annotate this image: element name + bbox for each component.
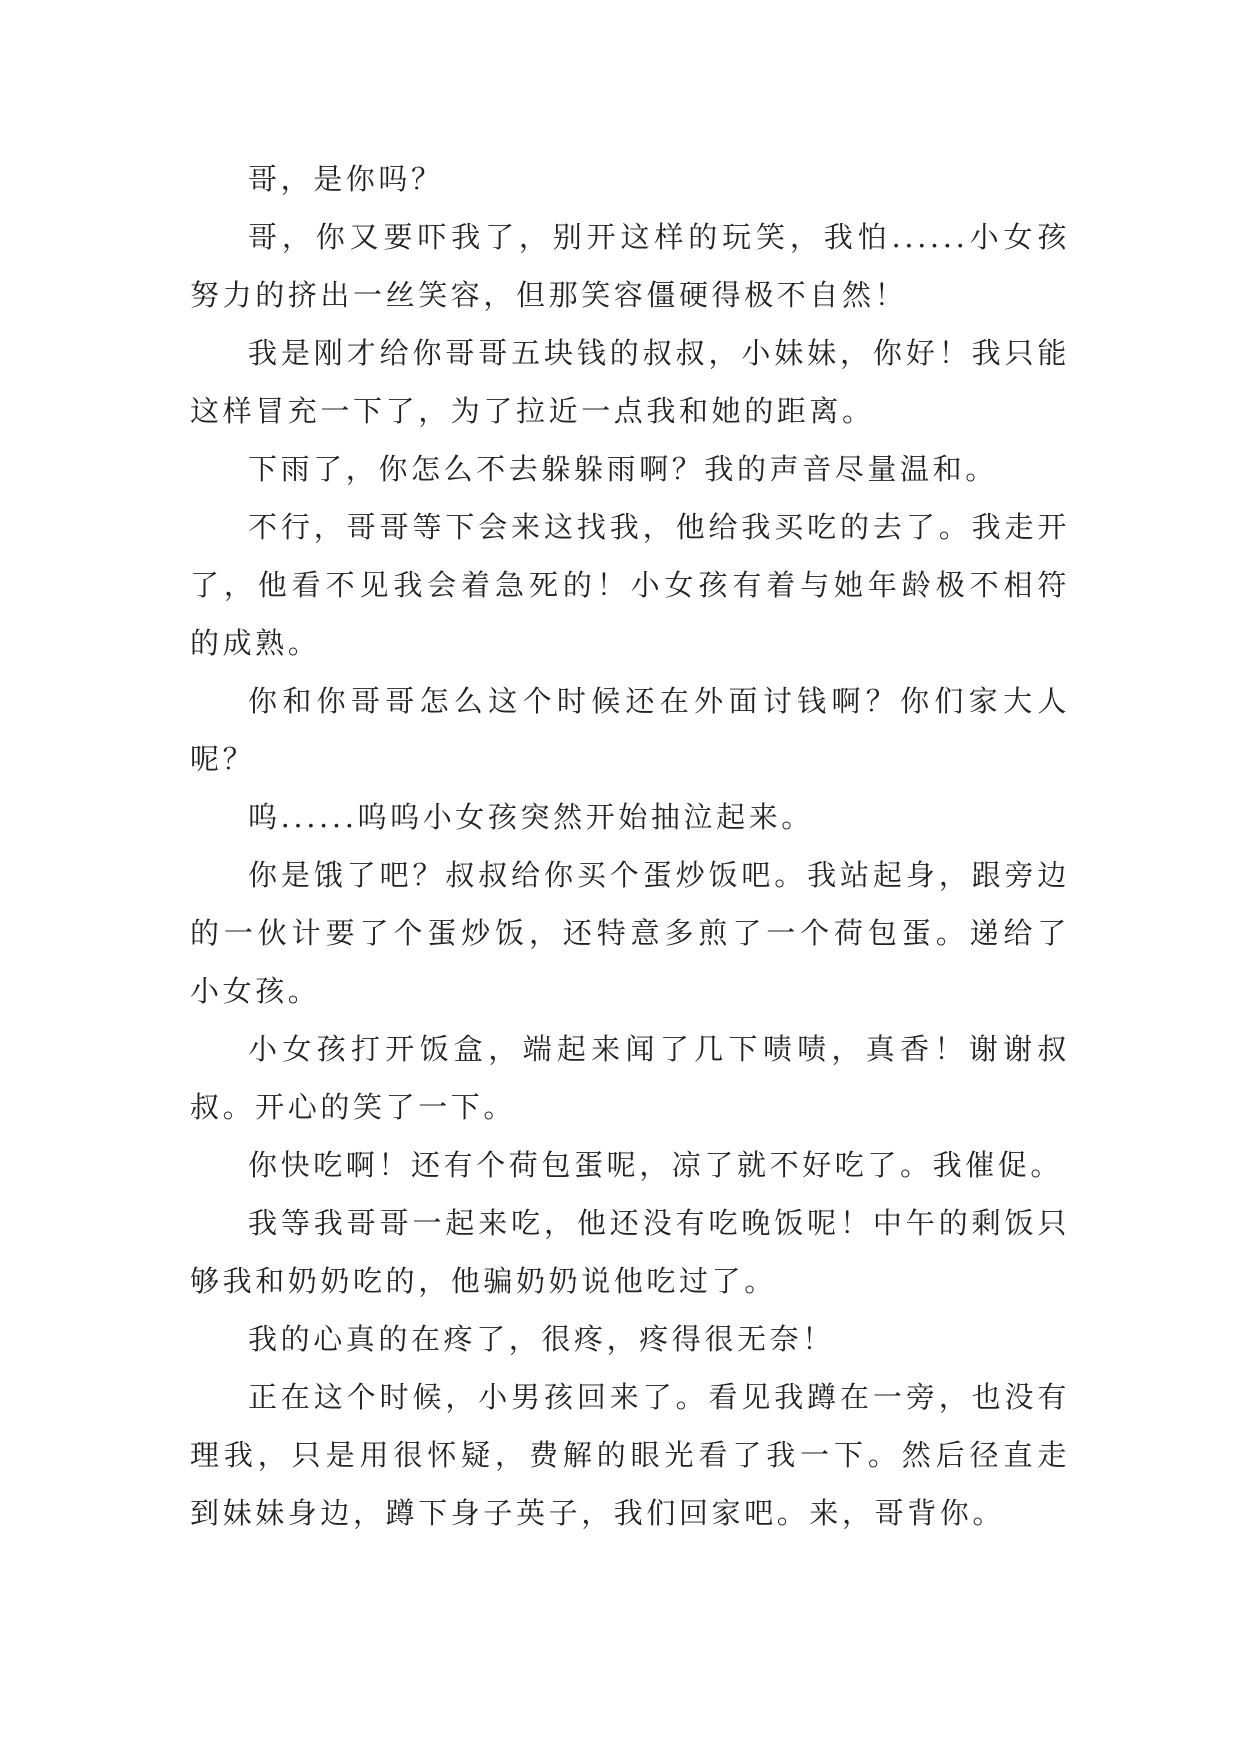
paragraph: 你快吃啊！还有个荷包蛋呢，凉了就不好吃了。我催促。 [248, 1148, 1064, 1182]
document-body [190, 150, 1070, 1542]
paragraph: 我的心真的在疼了，很疼，疼得很无奈！ [248, 1322, 835, 1356]
paragraph: 正在这个时候，小男孩回来了。看见我蹲在一旁，也没有理我，只是用很怀疑，费解的眼光看了我一下。然后径直走到妹妹身边，蹲下身子英子，我们回家吧。来，哥背你。 [190, 1380, 1070, 1530]
paragraph: 你和你哥哥怎么这个时候还在外面讨钱啊？你们家大人呢？ [190, 684, 1070, 776]
paragraph: 哥，你又要吓我了，别开这样的玩笑，我怕......小女孩努力的挤出一丝笑容，但那笑容僵硬得极不自然！ [190, 220, 1070, 312]
paragraph: 小女孩打开饭盒，端起来闻了几下啧啧，真香！谢谢叔叔。开心的笑了一下。 [190, 1032, 1070, 1124]
paragraph: 我等我哥哥一起来吃，他还没有吃晚饭呢！中午的剩饭只够我和奶奶吃的，他骗奶奶说他吃过了。 [190, 1206, 1070, 1298]
paragraph: 哥，是你吗？ [248, 162, 444, 196]
paragraph: 你是饿了吧？叔叔给你买个蛋炒饭吧。我站起身，跟旁边的一伙计要了个蛋炒饭，还特意多煎了一个荷包蛋。递给了小女孩。 [190, 858, 1070, 1008]
paragraph: 呜......呜呜小女孩突然开始抽泣起来。 [248, 800, 814, 834]
paragraph: 下雨了，你怎么不去躲躲雨啊？我的声音尽量温和。 [248, 452, 998, 486]
paragraph: 不行，哥哥等下会来这找我，他给我买吃的去了。我走开了，他看不见我会着急死的！小女孩有着与她年龄极不相符的成熟。 [190, 510, 1070, 660]
paragraph: 我是刚才给你哥哥五块钱的叔叔，小妹妹，你好！我只能这样冒充一下了，为了拉近一点我和她的距离。 [190, 336, 1070, 428]
